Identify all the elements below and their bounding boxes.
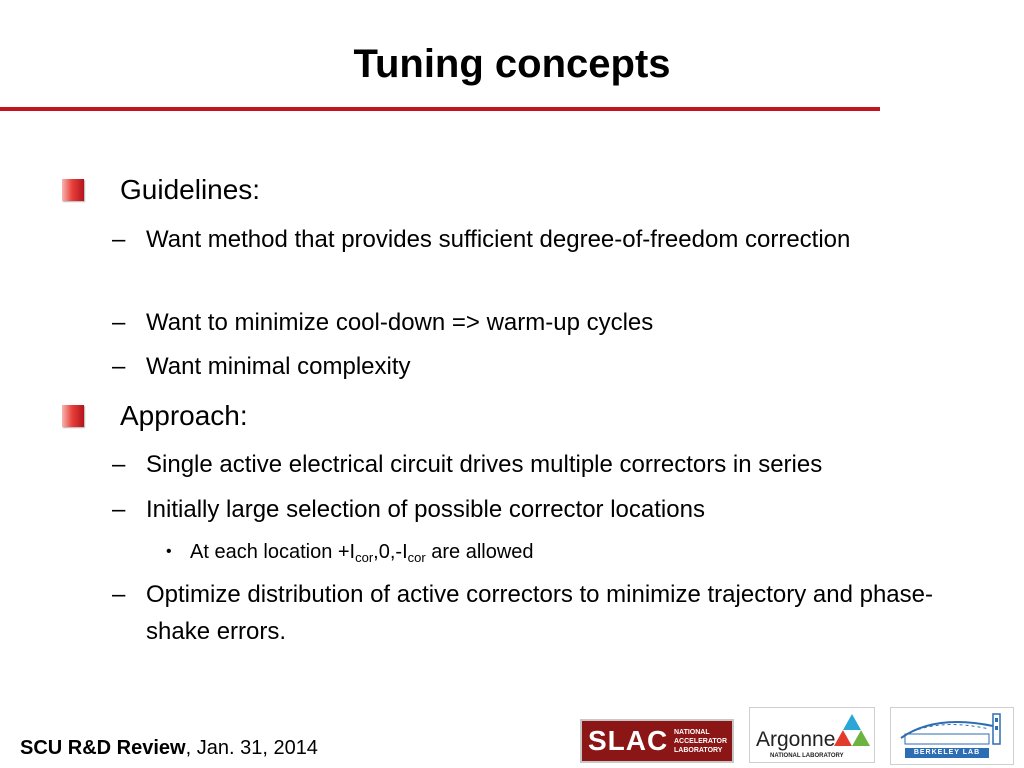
title-underline bbox=[0, 107, 880, 111]
list-item-text: Single active electrical circuit drives multiple correctors in series bbox=[146, 451, 823, 478]
dash-marker: – bbox=[112, 309, 126, 336]
footer-date: , Jan. 31, 2014 bbox=[185, 737, 318, 759]
dash-marker: – bbox=[112, 451, 126, 478]
dot-marker: • bbox=[166, 543, 172, 560]
slac-logo bbox=[580, 719, 734, 763]
list-item-text: Initially large selection of possible corrector locations bbox=[146, 496, 705, 523]
footer bbox=[20, 735, 318, 761]
argonne-logo-name: Argonne bbox=[756, 728, 836, 751]
berkeley-lab-label: BERKELEY LAB bbox=[905, 748, 989, 758]
footer-event: SCU R&D Review bbox=[20, 737, 186, 759]
slide-title: Tuning concepts bbox=[353, 42, 671, 86]
list-item-text: Optimize distribution of active correctors to minimize trajectory and phase-shake errors. bbox=[146, 581, 933, 645]
argonne-logo bbox=[749, 707, 875, 763]
berkeley-lab-logo bbox=[890, 707, 1014, 765]
berkeley-building-icon bbox=[895, 712, 1011, 748]
dash-marker: – bbox=[112, 353, 126, 380]
slac-logo-subtitle: NATIONAL ACCELERATOR LABORATORY bbox=[674, 729, 728, 754]
dash-marker: – bbox=[112, 496, 126, 523]
slac-logo-name: SLAC bbox=[588, 725, 669, 756]
argonne-logo-subtitle: NATIONAL LABORATORY bbox=[770, 753, 844, 759]
square-bullet-icon bbox=[62, 405, 84, 427]
list-item-text: Want method that provides sufficient degree-of-freedom correction bbox=[146, 226, 851, 253]
section-heading: Guidelines: bbox=[120, 174, 261, 205]
section-heading: Approach: bbox=[120, 400, 248, 431]
argonne-triangle-icon bbox=[832, 712, 872, 748]
list-item-text: Want to minimize cool-down => warm-up cycles bbox=[146, 309, 654, 336]
dash-marker: – bbox=[112, 581, 126, 608]
sub-list-item-text: At each location $+I_{cor},0,-I_{cor}$ are allowed bbox=[190, 541, 534, 565]
square-bullet-icon bbox=[62, 179, 84, 201]
list-item-text: Want minimal complexity bbox=[146, 353, 411, 380]
dash-marker: – bbox=[112, 226, 126, 253]
